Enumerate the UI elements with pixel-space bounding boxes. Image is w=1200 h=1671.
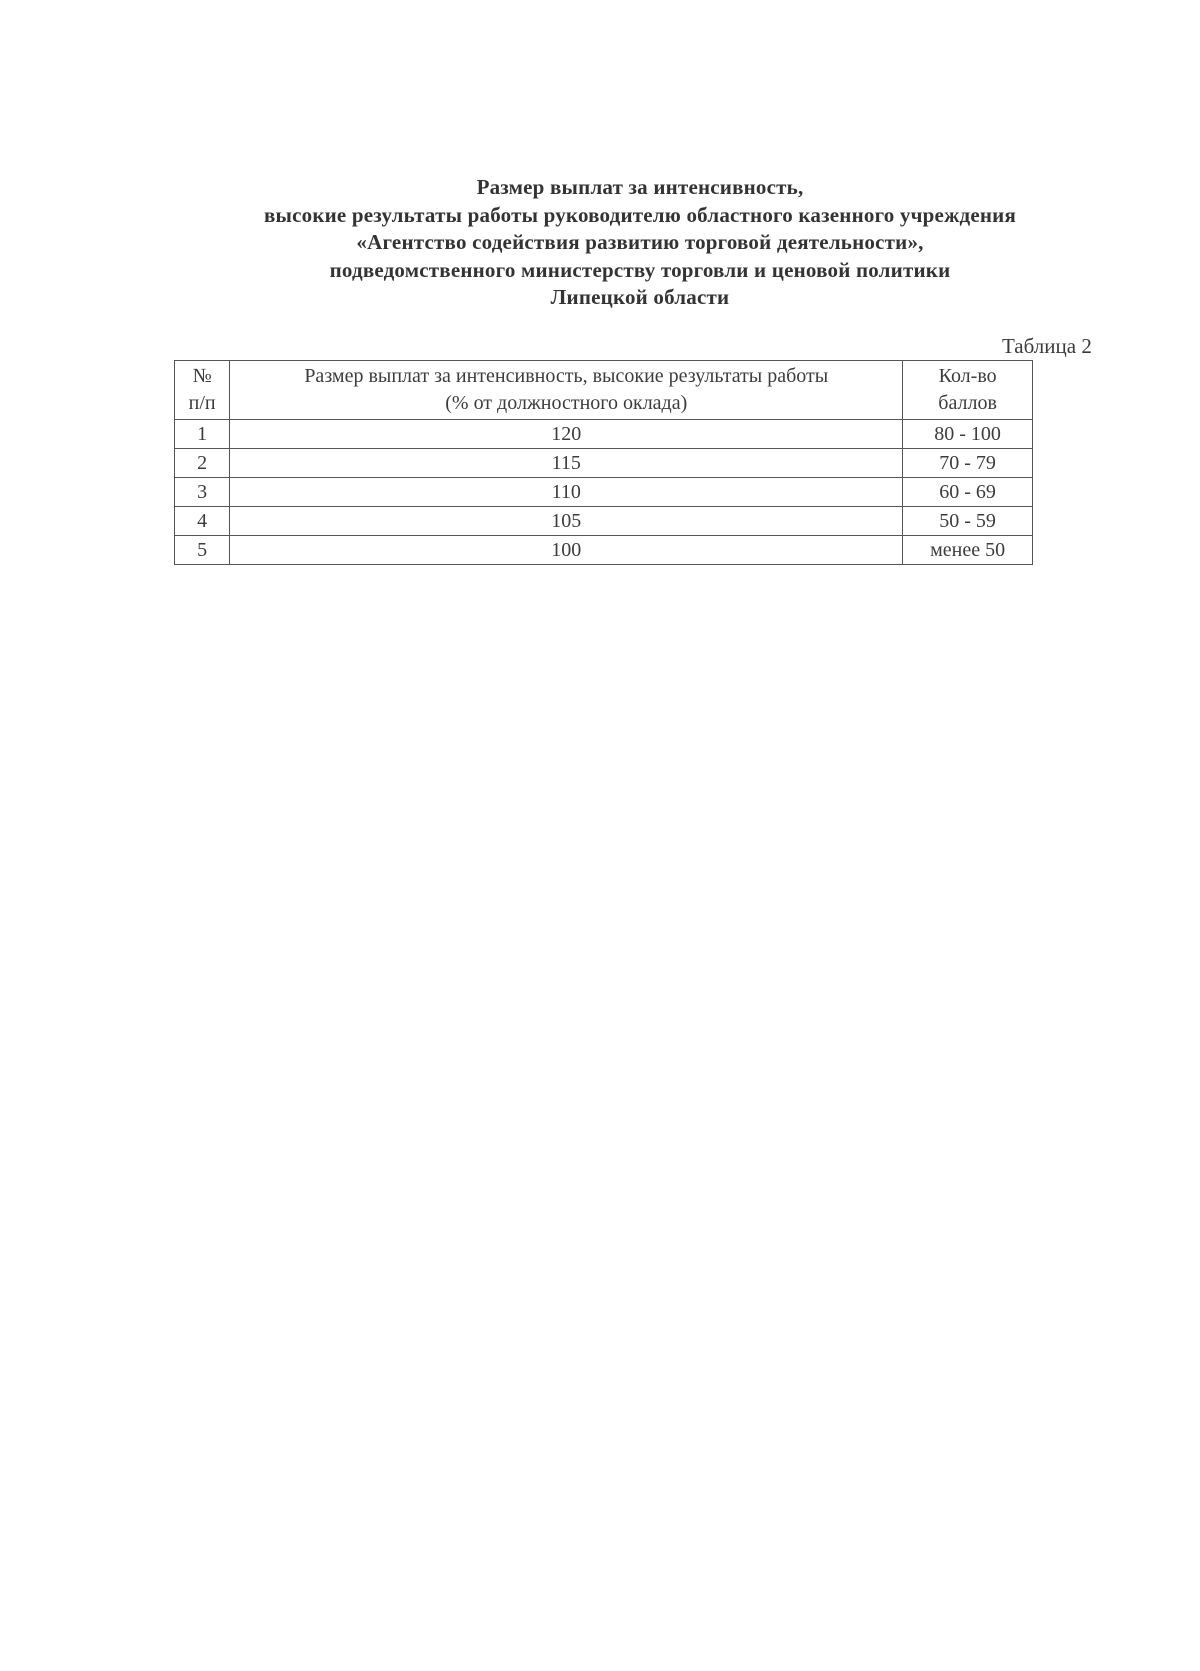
row-num: 3 [175, 478, 230, 507]
table-row [175, 536, 1033, 565]
document-title [0, 174, 1200, 312]
row-score: 70 - 79 [903, 449, 1033, 478]
payment-table [174, 360, 1033, 565]
row-payment-size: 110 [230, 478, 903, 507]
table-row [175, 478, 1033, 507]
row-payment-size: 100 [230, 536, 903, 565]
title-line-1: Размер выплат за интенсивность, [476, 175, 804, 199]
row-payment-size: 105 [230, 507, 903, 536]
title-line-5: Липецкой области [550, 285, 730, 309]
header-size-line-2: (% от должностного оклада) [445, 392, 688, 414]
header-num [175, 361, 230, 420]
table-header-row [175, 361, 1033, 420]
header-score-line-1: Кол-во [938, 365, 997, 387]
row-score: менее 50 [903, 536, 1033, 565]
row-num: 2 [175, 449, 230, 478]
title-line-4: подведомственного министерству торговли и ценовой политики [329, 257, 951, 282]
row-num: 5 [175, 536, 230, 565]
row-num: 4 [175, 507, 230, 536]
title-line-2: высокие результаты работы руководителю областного казенного учреждения [263, 202, 1017, 227]
row-num: 1 [175, 420, 230, 449]
row-payment-size: 115 [230, 449, 903, 478]
header-size-line-1: Размер выплат за интенсивность, высокие результаты работы [304, 365, 829, 387]
row-score: 60 - 69 [903, 478, 1033, 507]
row-payment-size: 120 [230, 420, 903, 449]
table-row [175, 449, 1033, 478]
header-payment-size [230, 361, 903, 420]
header-num-line-1: № [192, 365, 212, 387]
header-score-line-2: баллов [938, 392, 997, 414]
header-num-line-2: п/п [188, 392, 216, 414]
title-line-3: «Агентство содействия развитию торговой деятельности», [356, 230, 924, 254]
table-label: Таблица 2 [1002, 334, 1092, 358]
table-row [175, 507, 1033, 536]
row-score: 50 - 59 [903, 507, 1033, 536]
row-score: 80 - 100 [903, 420, 1033, 449]
header-score [903, 361, 1033, 420]
table-row [175, 420, 1033, 449]
